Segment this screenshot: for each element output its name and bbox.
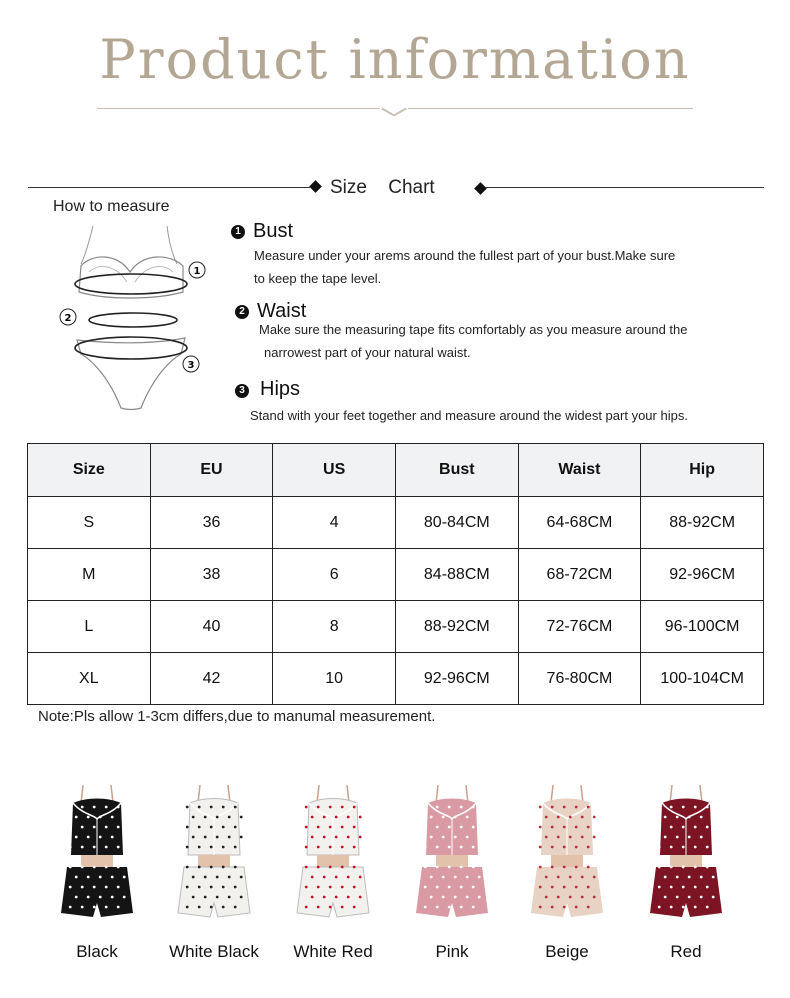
- table-cell: M: [28, 549, 151, 601]
- product-swatch-white-red: [283, 785, 383, 920]
- bust-heading: Bust: [253, 220, 294, 242]
- table-cell: 40: [150, 601, 273, 653]
- size-chart-title: Size Chart: [330, 177, 435, 198]
- table-row: [28, 653, 764, 705]
- hips-text-line: Stand with your feet together and measure around the widest part your hips.: [250, 408, 688, 423]
- product-swatch-black: [47, 785, 147, 920]
- column-header: Size: [28, 444, 151, 497]
- table-cell: XL: [28, 653, 151, 705]
- divider-right: [485, 187, 764, 188]
- table-row: [28, 549, 764, 601]
- number-badge-1: 1: [231, 225, 245, 239]
- waist-heading: Waist: [257, 300, 307, 322]
- measurement-note: Note:Pls allow 1-3cm differs,due to manumal measurement.: [38, 708, 436, 725]
- product-swatch-beige: [517, 785, 617, 920]
- how-to-measure-label: How to measure: [53, 198, 170, 215]
- column-header: Hip: [641, 444, 764, 497]
- color-label: Beige: [545, 942, 589, 961]
- color-label: White Red: [293, 942, 373, 961]
- waist-text-line: narrowest part of your natural waist.: [264, 345, 471, 360]
- divider-left: [28, 187, 310, 188]
- table-cell: 76-80CM: [518, 653, 641, 705]
- color-label: Pink: [435, 942, 469, 961]
- diamond-icon: [474, 182, 487, 195]
- product-swatch-red: [636, 785, 736, 920]
- table-cell: 10: [273, 653, 396, 705]
- number-badge-3: 3: [235, 384, 249, 398]
- waist-text-line: Make sure the measuring tape fits comfortably as you measure around the: [259, 322, 688, 337]
- table-cell: 6: [273, 549, 396, 601]
- size-table: [27, 443, 764, 705]
- table-cell: S: [28, 497, 151, 549]
- table-cell: 4: [273, 497, 396, 549]
- table-cell: 72-76CM: [518, 601, 641, 653]
- table-cell: 36: [150, 497, 273, 549]
- bust-text-line: to keep the tape level.: [254, 271, 382, 286]
- svg-text:1: 1: [193, 266, 201, 277]
- measurement-figure: [55, 222, 215, 414]
- table-row: [28, 601, 764, 653]
- table-cell: 80-84CM: [395, 497, 518, 549]
- page-title: Product information: [99, 28, 691, 91]
- svg-text:3: 3: [187, 360, 195, 371]
- column-header: Waist: [518, 444, 641, 497]
- diamond-icon: [309, 180, 322, 193]
- table-cell: 96-100CM: [641, 601, 764, 653]
- product-swatch-pink: [402, 785, 502, 920]
- table-row: [28, 497, 764, 549]
- table-cell: 68-72CM: [518, 549, 641, 601]
- table-header-row: [28, 444, 764, 497]
- table-cell: 8: [273, 601, 396, 653]
- column-header: US: [273, 444, 396, 497]
- column-header: Bust: [395, 444, 518, 497]
- table-cell: 88-92CM: [641, 497, 764, 549]
- color-label: White Black: [169, 942, 259, 961]
- table-cell: 92-96CM: [641, 549, 764, 601]
- table-cell: 84-88CM: [395, 549, 518, 601]
- table-cell: 100-104CM: [641, 653, 764, 705]
- color-label: Black: [76, 942, 118, 961]
- table-cell: 42: [150, 653, 273, 705]
- product-swatch-white-black: [164, 785, 264, 920]
- hips-heading: Hips: [260, 378, 301, 400]
- color-label: Red: [670, 942, 702, 961]
- table-cell: 92-96CM: [395, 653, 518, 705]
- chevron-down-icon: [380, 100, 408, 116]
- number-badge-2: 2: [235, 305, 249, 319]
- table-cell: 64-68CM: [518, 497, 641, 549]
- column-header: EU: [150, 444, 273, 497]
- bust-text-line: Measure under your arems around the fullest part of your bust.Make sure: [254, 248, 676, 263]
- svg-text:2: 2: [64, 313, 72, 324]
- table-cell: 88-92CM: [395, 601, 518, 653]
- table-cell: 38: [150, 549, 273, 601]
- table-cell: L: [28, 601, 151, 653]
